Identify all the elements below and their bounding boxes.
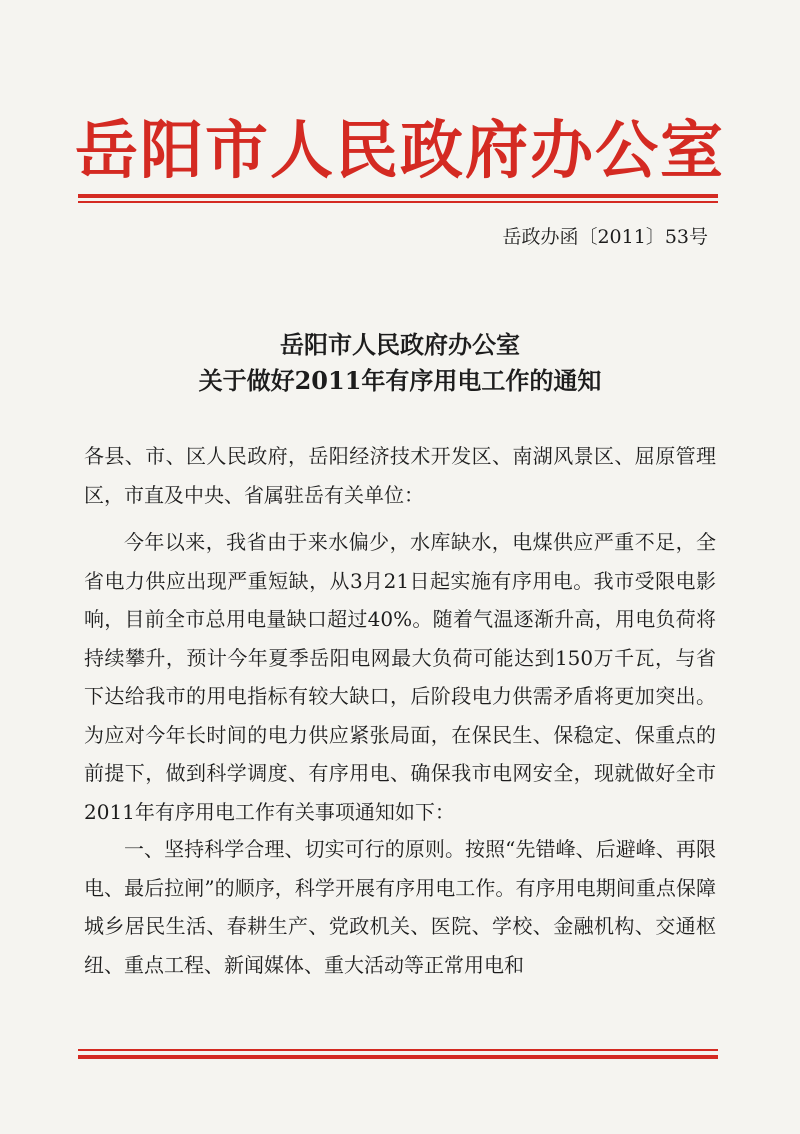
- header-red-rule-thick: [78, 194, 718, 198]
- recipients: 各县、市、区人民政府，岳阳经济技术开发区、南湖风景区、屈原管理区，市直及中央、省属驻岳有关单位：: [84, 444, 716, 507]
- body-paragraph-2: 一、坚持科学合理、切实可行的原则。按照“先错峰、后避峰、再限电、最后拉闸”的顺序，科学开展有序用电工作。有序用电期间重点保障城乡居民生活、春耕生产、党政机关、医院、学校、金融机构、交通枢纽、重点工程、新闻媒体、重大活动等正常用电和: [84, 837, 716, 977]
- footer-red-rule-thin: [78, 1049, 718, 1051]
- body-paragraph-1: 今年以来，我省由于来水偏少，水库缺水，电煤供应严重不足，全省电力供应出现严重短缺，从3月21日起实施有序用电。我市受限电影响，目前全市总用电量缺口超过40%。随着气温逐渐升高，用电负荷将持续攀升，预计今年夏季岳阳电网最大负荷可能达到150万千瓦，与省下达给我市的用电指标有较大缺口，后阶段电力供需矛盾将更加突出。为应对今年长时间的电力供应紧张局面，在保民生、保稳定、保重点的前提下，做到科学调度、有序用电、确保我市电网安全，现就做好全市2011年有序用电工作有关事项通知如下：: [84, 530, 716, 824]
- document-title-line2: 关于做好2011年有序用电工作的通知: [198, 366, 602, 395]
- issuing-office-header: 岳阳市人民政府办公室: [75, 113, 725, 187]
- document-title-line1: 岳阳市人民政府办公室: [280, 330, 520, 359]
- document-number: 岳政办函〔2011〕53号: [502, 226, 708, 248]
- footer-red-rule-thick: [78, 1055, 718, 1059]
- header-red-rule-thin: [78, 201, 718, 203]
